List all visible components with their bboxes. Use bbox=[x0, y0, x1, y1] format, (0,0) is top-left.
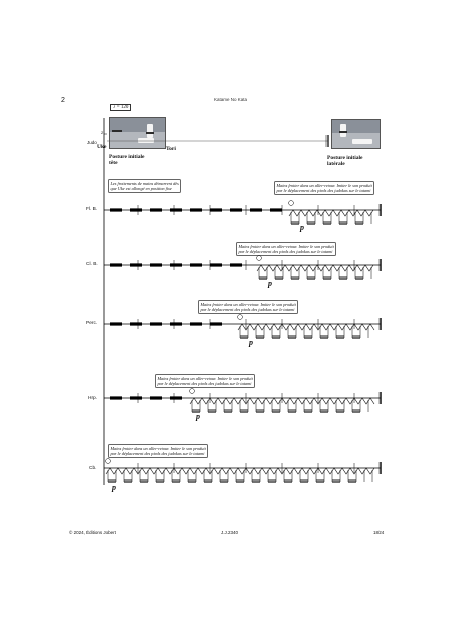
contrabass-zigzag-pattern bbox=[106, 468, 374, 474]
clarinet-rest-bar bbox=[210, 263, 222, 266]
left-photo-caption-line1: Posture initiale bbox=[109, 154, 145, 160]
flute-note-start: Les frottements de mains démarrent dès que Uke est allongé en position fixe bbox=[108, 179, 181, 193]
clarinet-rest-bar bbox=[150, 263, 162, 266]
dynamic-clarinet: p bbox=[268, 279, 272, 288]
clarinet-hand-icon bbox=[257, 256, 262, 261]
instrument-label-contrabass: Cb. bbox=[89, 466, 97, 471]
percussion-rest-bar bbox=[190, 322, 202, 325]
flute-rest-bar bbox=[130, 208, 142, 211]
flute-note-rub: Mains frotter dans un aller-retour. Imiter le son produit par le déplacement des pieds des judokas sur le tatami bbox=[274, 181, 374, 195]
dynamic-flute: p bbox=[300, 223, 304, 232]
percussion-rest-bar bbox=[170, 322, 182, 325]
harp-rest-bar bbox=[170, 396, 182, 399]
clarinet-note-rub: Mains frotter dans un aller-retour. Imiter le son produit par le déplacement des pieds des judokas sur le tatami bbox=[236, 242, 336, 256]
harp-note-rub: Mains frotter dans un aller-retour. Imiter le son produit par le déplacement des pieds des judokas sur le tatami bbox=[155, 374, 255, 388]
flute-rest-bar bbox=[270, 208, 282, 211]
tempo-value: = 120 bbox=[116, 105, 129, 110]
eighth-note-icon: ♪ bbox=[113, 105, 116, 110]
dynamic-percussion: p bbox=[249, 338, 253, 347]
percussion-rest-bar bbox=[110, 322, 122, 325]
harp-rest-bar bbox=[150, 396, 162, 399]
percussion-rest-bar bbox=[130, 322, 142, 325]
uke-label: Uke bbox=[97, 144, 107, 150]
instrument-label-percussion: Perc. bbox=[86, 321, 98, 326]
flute-rest-bar bbox=[150, 208, 162, 211]
clarinet-rest-bar bbox=[170, 263, 182, 266]
harp-hand-icon bbox=[190, 389, 195, 394]
flute-rest-bar bbox=[110, 208, 122, 211]
harp-rest-bar bbox=[130, 396, 142, 399]
contrabass-note-rub: Mains frotter dans un aller-retour. Imiter le son produit par le déplacement des pieds des judokas sur le tatami bbox=[108, 444, 208, 458]
instrument-label-harp: Hrp. bbox=[88, 396, 98, 401]
right-photo-caption-line2: latérale bbox=[327, 161, 345, 167]
dynamic-contrabass: p bbox=[112, 483, 116, 492]
clarinet-rest-bar bbox=[190, 263, 202, 266]
clarinet-rest-bar bbox=[130, 263, 142, 266]
right-photo-caption-line1: Posture initiale bbox=[327, 155, 363, 161]
footer-catalogue: J.J.2340 bbox=[221, 530, 239, 535]
flute-rest-bar bbox=[210, 208, 222, 211]
score-title: Katame No Kata bbox=[214, 97, 248, 102]
dynamic-harp: p bbox=[196, 412, 200, 421]
contrabass-hand-icon bbox=[106, 459, 111, 464]
instrument-label-clarinet: Cl. B. bbox=[86, 262, 98, 267]
instrument-label-flute: Fl. B. bbox=[86, 207, 98, 212]
clarinet-rest-bar bbox=[230, 263, 242, 266]
tori-label: Tori bbox=[166, 146, 176, 152]
flute-hand-icon bbox=[289, 201, 294, 206]
flute-rest-bar bbox=[190, 208, 202, 211]
flute-rest-bar bbox=[170, 208, 182, 211]
percussion-rest-bar bbox=[210, 322, 222, 325]
percussion-hand-icon bbox=[238, 315, 243, 320]
footer-copyright: © 2024, Éditions Jobert bbox=[69, 530, 116, 535]
harp-rest-bar bbox=[110, 396, 122, 399]
percussion-note-rub: Mains frotter dans un aller-retour. Imiter le son produit par le déplacement des pieds des judokas sur le tatami bbox=[198, 300, 298, 314]
flute-rest-bar bbox=[250, 208, 262, 211]
judo-label: Judo bbox=[87, 140, 97, 145]
left-photo-caption-line2: tête bbox=[109, 160, 118, 166]
page-number: 2 bbox=[61, 97, 65, 104]
clarinet-rest-bar bbox=[110, 263, 122, 266]
flute-rest-bar bbox=[230, 208, 242, 211]
percussion-rest-bar bbox=[150, 322, 162, 325]
footer-page-of: 18/24 bbox=[373, 530, 385, 535]
percussion-zigzag-pattern bbox=[238, 324, 374, 330]
rest-count: 2 bbox=[101, 130, 104, 135]
